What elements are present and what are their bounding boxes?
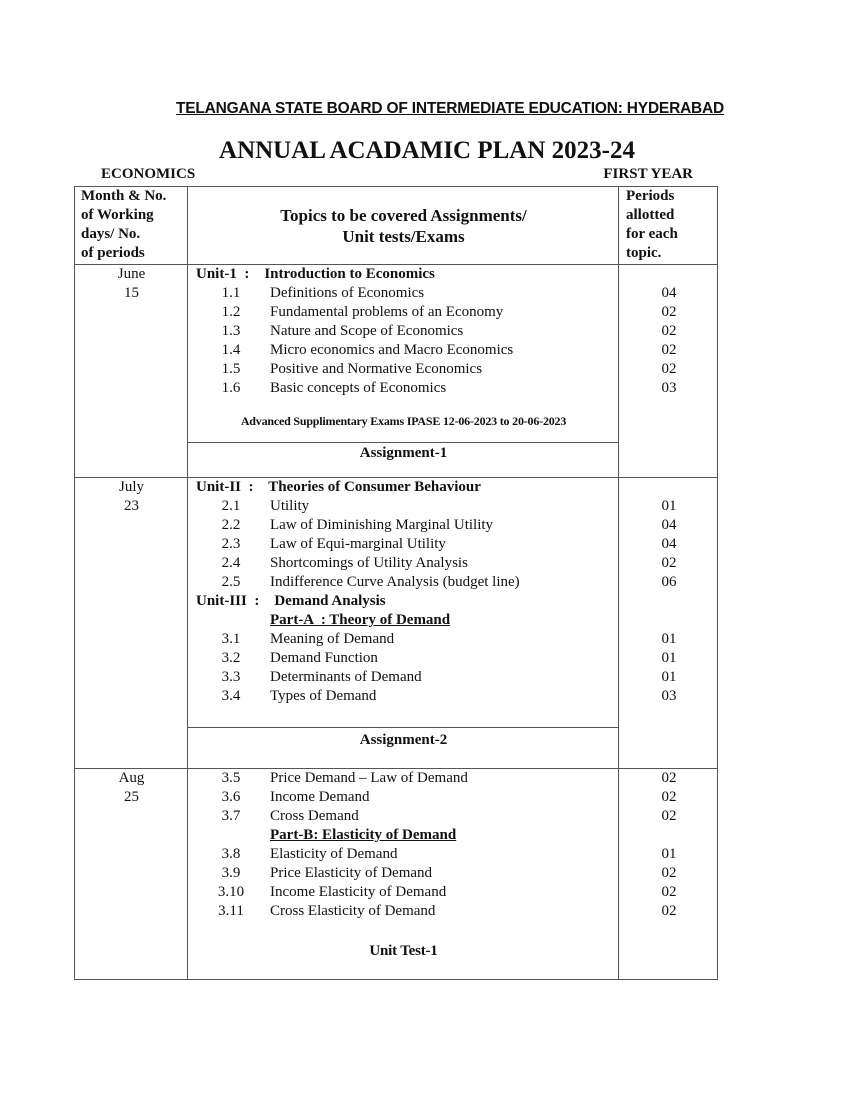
topic-text: Unit-III : Demand Analysis — [196, 593, 386, 609]
topic-number: 2.3 — [221, 536, 241, 552]
topic-row — [75, 322, 717, 341]
periods-allotted: 02 — [661, 789, 677, 805]
periods-allotted: 01 — [661, 631, 677, 647]
periods-allotted: 02 — [661, 555, 677, 571]
unit-heading — [75, 478, 717, 497]
topic-row — [75, 687, 717, 706]
topic-number: 3.6 — [221, 789, 241, 805]
topic-number: 3.10 — [217, 884, 245, 900]
periods-allotted: 02 — [661, 361, 677, 377]
topic-number: 2.1 — [221, 498, 241, 514]
month-section — [75, 265, 717, 478]
periods-allotted: 01 — [661, 846, 677, 862]
topic-number: 3.1 — [221, 631, 241, 647]
topic-row — [75, 649, 717, 668]
topic-number: 3.5 — [221, 770, 241, 786]
topic-number: 1.6 — [221, 380, 241, 396]
topic-row — [75, 303, 717, 322]
periods-allotted: 04 — [661, 285, 677, 301]
month-name: June — [117, 266, 146, 282]
header-periods: Periods allotted for each topic. — [626, 188, 678, 261]
month-section — [75, 769, 717, 979]
topic-text: Law of Equi-marginal Utility — [270, 536, 446, 552]
periods-allotted: 02 — [661, 770, 677, 786]
periods-allotted: 02 — [661, 304, 677, 320]
topic-number: 3.11 — [218, 903, 244, 919]
unit-test-label: Unit Test-1 — [369, 943, 438, 959]
topic-text: Meaning of Demand — [270, 631, 395, 647]
periods-allotted: 01 — [661, 669, 677, 685]
topic-row — [75, 788, 717, 807]
topic-number: 3.8 — [221, 846, 241, 862]
topic-row — [75, 807, 717, 826]
periods-allotted: 06 — [661, 574, 677, 590]
periods-allotted: 02 — [661, 903, 677, 919]
periods-allotted: 02 — [661, 884, 677, 900]
topic-text: Part-B: Elasticity of Demand — [270, 827, 457, 843]
part-heading — [75, 611, 717, 630]
topic-text: Part-A : Theory of Demand — [270, 612, 451, 628]
topic-row — [75, 360, 717, 379]
topic-number: 3.7 — [221, 808, 241, 824]
periods-allotted: 04 — [661, 536, 677, 552]
topic-text: Micro economics and Macro Economics — [270, 342, 514, 358]
topic-number: 1.3 — [221, 323, 241, 339]
topic-row — [75, 769, 717, 788]
topic-row — [75, 284, 717, 303]
topic-number: 3.3 — [221, 669, 241, 685]
topic-text: Shortcomings of Utility Analysis — [270, 555, 468, 571]
topic-text: Positive and Normative Economics — [270, 361, 483, 377]
topic-number: 1.2 — [221, 304, 241, 320]
month-name: Aug — [118, 770, 145, 786]
periods-allotted: 01 — [661, 650, 677, 666]
topic-text: Price Demand – Law of Demand — [270, 770, 468, 786]
topic-text: Nature and Scope of Economics — [270, 323, 464, 339]
topic-row — [75, 668, 717, 687]
topic-text: Income Demand — [270, 789, 370, 805]
working-days: 15 — [124, 285, 139, 301]
topic-text: Basic concepts of Economics — [270, 380, 447, 396]
subject-label: ECONOMICS — [101, 166, 196, 182]
topic-row — [75, 516, 717, 535]
topic-row — [75, 864, 717, 883]
topic-text: Utility — [270, 498, 310, 514]
topic-text: Cross Demand — [270, 808, 359, 824]
part-heading — [75, 826, 717, 845]
topic-number: 3.4 — [221, 688, 241, 704]
topic-text: Unit-II : Theories of Consumer Behaviour — [196, 479, 481, 495]
header-month: Month & No. of Working days/ No. of periods — [81, 188, 167, 261]
topic-number: 3.9 — [221, 865, 241, 881]
topic-row — [75, 883, 717, 902]
periods-allotted: 02 — [661, 865, 677, 881]
topic-row — [75, 535, 717, 554]
periods-allotted: 04 — [661, 517, 677, 533]
topic-row — [75, 902, 717, 921]
topic-number: 1.5 — [221, 361, 241, 377]
unit-heading — [75, 265, 717, 284]
working-days: 25 — [124, 789, 139, 805]
month-name: July — [118, 479, 144, 495]
topic-text: Indifference Curve Analysis (budget line) — [270, 574, 520, 590]
topic-row — [75, 497, 717, 516]
assignment-label: Assignment-1 — [188, 442, 619, 463]
topic-text: Cross Elasticity of Demand — [270, 903, 436, 919]
topic-row — [75, 341, 717, 360]
topic-number: 2.4 — [221, 555, 241, 571]
topic-text: Price Elasticity of Demand — [270, 865, 433, 881]
working-days: 23 — [124, 498, 139, 514]
topic-text: Definitions of Economics — [270, 285, 425, 301]
topic-row — [75, 554, 717, 573]
topic-text: Fundamental problems of an Economy — [270, 304, 504, 320]
topic-text: Elasticity of Demand — [270, 846, 398, 862]
topic-text: Determinants of Demand — [270, 669, 422, 685]
header-topics: Topics to be covered Assignments/ Unit tests/Exams — [280, 205, 527, 246]
exam-note: Advanced Supplimentary Exams IPASE 12-06-2023 to 20-06-2023 — [240, 414, 567, 428]
board-title: TELANGANA STATE BOARD OF INTERMEDIATE EDUCATION: HYDERABAD — [175, 100, 725, 117]
year-label: FIRST YEAR — [603, 166, 693, 182]
topic-text: Types of Demand — [270, 688, 377, 704]
periods-allotted: 03 — [661, 688, 677, 704]
topic-number: 3.2 — [221, 650, 241, 666]
topic-row — [75, 630, 717, 649]
topic-number: 1.4 — [221, 342, 241, 358]
plan-table — [74, 186, 718, 980]
periods-allotted: 01 — [661, 498, 677, 514]
month-section — [75, 478, 717, 769]
topic-number: 1.1 — [221, 285, 241, 301]
topic-row — [75, 573, 717, 592]
periods-allotted: 02 — [661, 342, 677, 358]
topic-number: 2.2 — [221, 517, 241, 533]
topic-number: 2.5 — [221, 574, 241, 590]
topic-text: Income Elasticity of Demand — [270, 884, 447, 900]
table-header — [75, 187, 717, 265]
topic-text: Unit-1 : Introduction to Economics — [196, 266, 435, 282]
assignment-label: Assignment-2 — [188, 727, 619, 752]
plan-title: ANNUAL ACADAMIC PLAN 2023-24 — [219, 137, 635, 164]
unit-heading — [75, 592, 717, 611]
topic-text: Demand Function — [270, 650, 378, 666]
periods-allotted: 03 — [661, 380, 677, 396]
topic-row — [75, 845, 717, 864]
topic-text: Law of Diminishing Marginal Utility — [270, 517, 494, 533]
periods-allotted: 02 — [661, 808, 677, 824]
topic-row — [75, 379, 717, 398]
periods-allotted: 02 — [661, 323, 677, 339]
